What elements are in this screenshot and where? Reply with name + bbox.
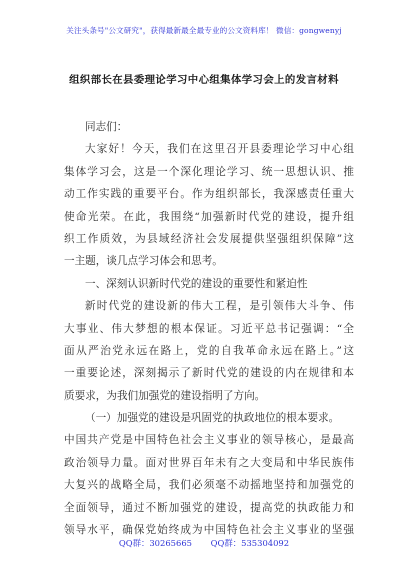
body-line: 织工作质效，为县域经济社会发展提供坚强组织保障”这 bbox=[64, 232, 354, 245]
body-line: 质要求，为我们加强党的建设指明了方向。 bbox=[64, 389, 266, 402]
body-line: 大事业、伟大梦想的根本保证。习近平总书记强调：“全 bbox=[64, 322, 354, 335]
footer-qq-group-2: QQ群：535304092 bbox=[210, 538, 290, 548]
header-promo-note: 关注头条号"公文研究"，获得最新最全最专业的公文资料库！ 微信：gongwenyj bbox=[66, 26, 342, 35]
salutation: 同志们： bbox=[85, 121, 128, 133]
body-line: 中国共产党是中国特色社会主义事业的领导核心，是最高 bbox=[64, 434, 354, 447]
document-title: 组织部长在县委理论学习中心组集体学习会上的发言材料 bbox=[69, 74, 339, 86]
body-line: 使命光荣。在此，我围绕“加强新时代党的建设，提升组 bbox=[64, 210, 354, 223]
body-line: 大复兴的战略全局，我们必须毫不动摇地坚持和加强党的 bbox=[64, 479, 354, 492]
footer-qq-groups bbox=[0, 537, 408, 549]
footer-qq-group-1: QQ群：30265665 bbox=[118, 538, 192, 548]
body-line: 动工作实践的重要平台。作为组织部长，我深感责任重大 bbox=[64, 188, 354, 201]
body-line: 一主题，谈几点学习体会和思考。 bbox=[64, 255, 223, 268]
body-line: 集体学习会，这是一个深化理论学习、统一思想认识、推 bbox=[64, 165, 354, 178]
body-line: （一）加强党的建设是巩固党的执政地位的根本要求。 bbox=[85, 412, 340, 425]
body-line: 领导水平，确保党始终成为中国特色社会主义事业的坚强 bbox=[64, 524, 354, 537]
body-line: 大家好！今天，我们在这里召开县委理论学习中心组 bbox=[85, 143, 354, 156]
body-line: 一重要论述，深刻揭示了新时代党的建设的内在规律和本 bbox=[64, 367, 354, 380]
document-body bbox=[64, 116, 354, 541]
body-line: 政治领导力量。面对世界百年未有之大变局和中华民族伟 bbox=[64, 456, 354, 469]
body-line: 面从严治党永远在路上，党的自我革命永远在路上。”这 bbox=[64, 344, 354, 357]
body-line: 一、深刻认识新时代党的建设的重要性和紧迫性 bbox=[85, 277, 308, 290]
body-line: 全面领导，通过不断加强党的建设，提高党的执政能力和 bbox=[64, 501, 354, 514]
body-line: 新时代党的建设新的伟大工程，是引领伟大斗争、伟 bbox=[85, 300, 354, 313]
